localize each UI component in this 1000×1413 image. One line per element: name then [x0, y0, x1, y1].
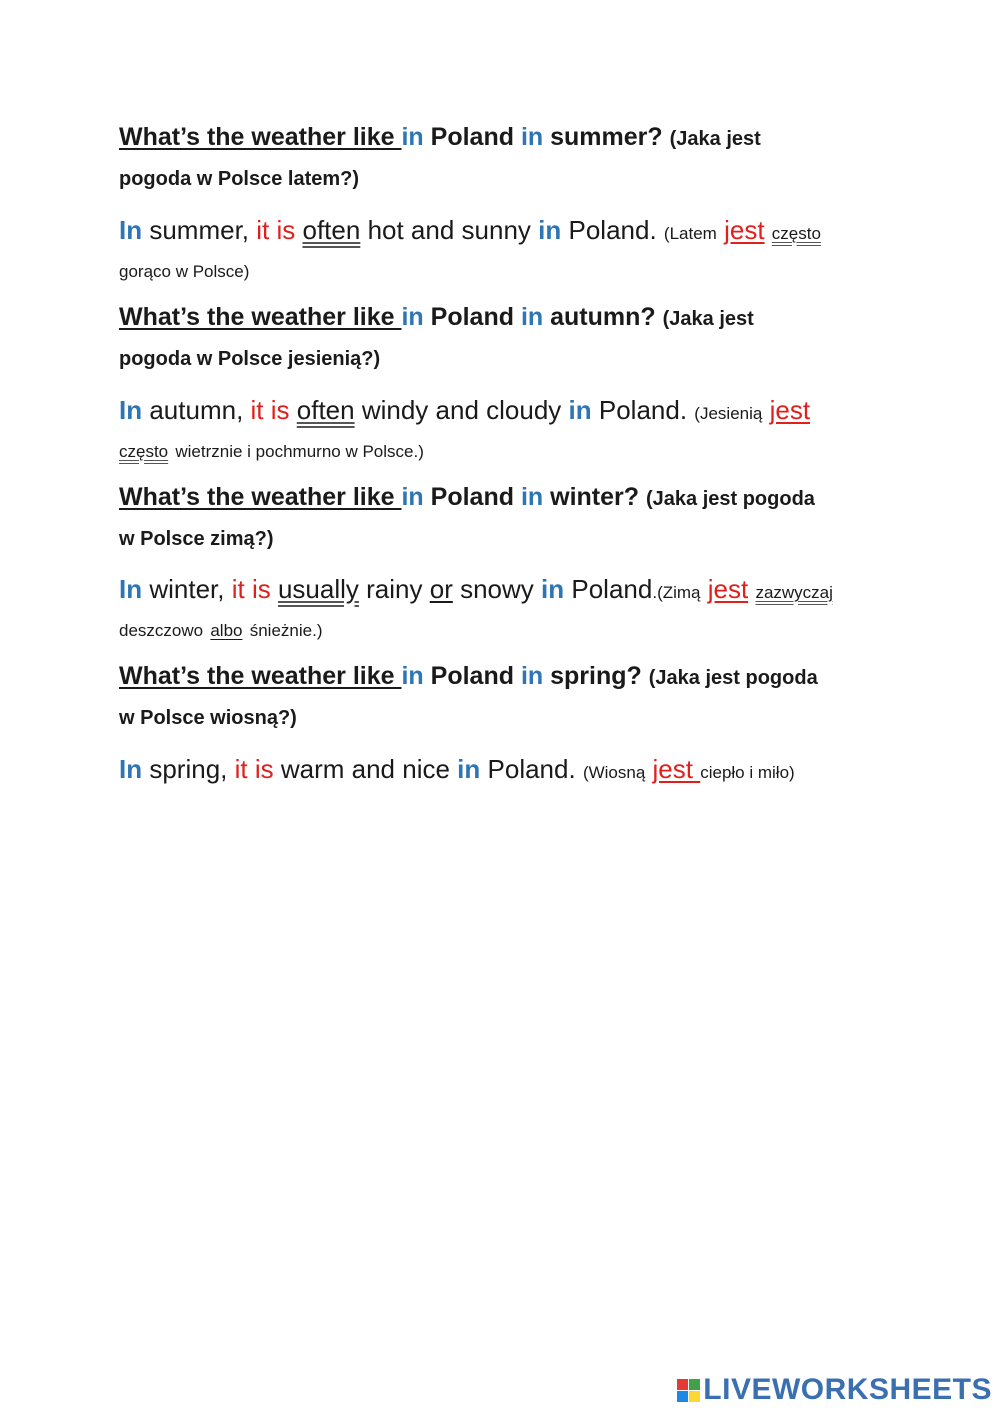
season-word: spring, [149, 754, 228, 784]
season-word: autumn, [149, 395, 244, 425]
season-word: winter, [149, 574, 225, 604]
in-word: in [520, 483, 544, 511]
in-word: in [401, 303, 424, 331]
it-is: it is [256, 215, 296, 245]
translation-part2: w Polsce zimą?) [119, 528, 274, 550]
answer-spring [119, 752, 889, 790]
in-word: in [457, 754, 481, 784]
poland-word: Poland. [598, 395, 688, 425]
frequency-word: often [302, 215, 361, 245]
in-word: in [541, 574, 565, 604]
answer-autumn [119, 393, 889, 469]
logo-grid-icon [677, 1379, 700, 1402]
poland-word: Poland [430, 123, 514, 151]
in-word: in [401, 662, 424, 690]
translation-open: .(Zimą [652, 583, 701, 602]
question-text: What’s the weather like [119, 483, 402, 511]
poland-word: Poland. [568, 215, 657, 245]
in-word: in [401, 483, 424, 511]
jest-word: jest [652, 754, 701, 784]
translation-part2: pogoda w Polsce latem?) [119, 168, 360, 190]
season-word: autumn? [550, 303, 656, 331]
frequency-word: usually [277, 574, 359, 604]
answer-winter [119, 572, 889, 648]
translation-part1: (Jaka jest [662, 308, 754, 330]
in-cap: In [119, 574, 143, 604]
season-word: winter? [550, 483, 640, 511]
season-word: summer? [550, 123, 663, 151]
translation-open: (Wiosną [582, 763, 646, 782]
in-word: in [520, 303, 544, 331]
weather-word-1: rainy [366, 574, 423, 604]
question-text: What’s the weather like [119, 303, 402, 331]
question-winter [119, 478, 889, 558]
it-is: it is [250, 395, 290, 425]
answer-summer [119, 213, 889, 289]
weather-words: hot and sunny [367, 215, 531, 245]
translation-part2: w Polsce wiosną?) [119, 707, 297, 729]
or-word: or [429, 574, 453, 604]
translation-word-2: śnieżnie.) [249, 621, 323, 640]
in-cap: In [119, 395, 143, 425]
in-cap: In [119, 754, 143, 784]
weather-word-2: snowy [460, 574, 534, 604]
translation-part1: (Jaka jest pogoda [648, 667, 818, 689]
it-is: it is [234, 754, 274, 784]
question-text: What’s the weather like [119, 662, 402, 690]
in-word: in [401, 123, 424, 151]
translation-frequency: często [119, 442, 169, 461]
poland-word: Poland [430, 483, 514, 511]
translation-rest: wietrznie i pochmurno w Polsce.) [175, 442, 424, 461]
translation-albo: albo [210, 621, 243, 640]
translation-part1: (Jaka jest pogoda [645, 488, 815, 510]
translation-rest: gorąco w Polsce) [119, 262, 250, 281]
season-word: summer, [149, 215, 250, 245]
jest-word: jest [724, 215, 765, 245]
liveworksheets-logo [677, 1373, 992, 1407]
in-word: in [568, 395, 592, 425]
question-text: What’s the weather like [119, 123, 402, 151]
translation-word-1: deszczowo [119, 621, 204, 640]
in-word: in [520, 662, 544, 690]
in-word: in [538, 215, 562, 245]
in-cap: In [119, 215, 143, 245]
question-summer [119, 118, 889, 198]
poland-word: Poland [430, 303, 514, 331]
in-word: in [520, 123, 544, 151]
it-is: it is [231, 574, 271, 604]
translation-part1: (Jaka jest [669, 128, 761, 150]
poland-word: Poland [430, 662, 514, 690]
season-word: spring? [550, 662, 642, 690]
weather-words: warm and nice [280, 754, 450, 784]
jest-word: jest [769, 395, 811, 425]
translation-part2: pogoda w Polsce jesienią?) [119, 348, 381, 370]
translation-frequency: zazwyczaj [755, 583, 833, 602]
brand-name: LIVEWORKSHEETS [703, 1373, 992, 1406]
translation-open: (Jesienią [694, 404, 763, 423]
jest-word: jest [707, 574, 749, 604]
translation-frequency: często [771, 224, 821, 243]
translation-open: (Latem [663, 224, 717, 243]
poland-word: Poland [571, 574, 653, 604]
question-spring [119, 657, 889, 737]
question-autumn [119, 298, 889, 378]
frequency-word: often [296, 395, 355, 425]
poland-word: Poland. [487, 754, 576, 784]
weather-words: windy and cloudy [361, 395, 562, 425]
translation-rest: ciepło i miło) [700, 763, 795, 782]
